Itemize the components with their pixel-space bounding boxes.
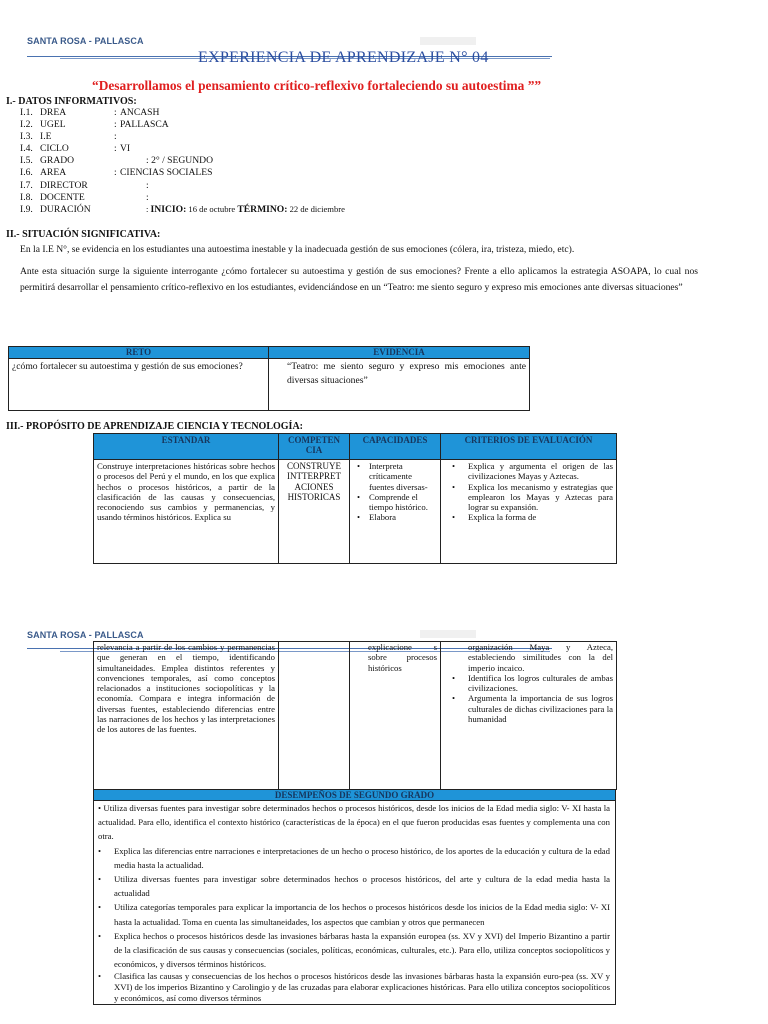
desempeno-item [98,971,610,1004]
desempeno-item [98,872,610,900]
datos-row-number: I.2. [20,119,33,130]
inicio-value: 16 de octubre [186,204,238,214]
reto-header: RETO [9,347,269,359]
datos-row-number: I.7. [20,180,33,191]
capacidad-item: • Elabora [353,512,437,522]
datos-row-colon: : [114,119,117,130]
capacidades-header: CAPACIDADES [350,434,441,460]
competencia-header: COMPETEN CIA [279,434,350,460]
estandar-cell-continued: relevancia a partir de los cambios y permanencias que generan en el tiempo, identificando simultaneidades. Emplea distintos referentes y convenciones temporales, así como conceptos relacionados a instituciones sociopolíticas y la economía. Compara e integra información de diversas fuentes, estableciendo diferencias entre las narraciones de los hechos y las interpretaciones de los autores de las fuentes. [94,642,279,790]
datos-row-colon: : [114,143,117,154]
competencia-cell-continued [279,642,350,790]
datos-row-label: AREA [40,167,67,178]
bullet: • [98,902,102,913]
datos-row-number: I.1. [20,107,33,118]
datos-row-value: : 2° / SEGUNDO [146,155,213,166]
estandar-cell [94,460,279,564]
datos-row-value: : [146,192,149,203]
section-situacion-heading: II.- SITUACIÓN SIGNIFICATIVA: [6,229,161,240]
desempenos-list [98,844,610,1005]
capacidades-cell [350,460,441,564]
datos-row-value: CIENCIAS SOCIALES [120,167,213,178]
datos-row-label: I.E [40,131,52,142]
datos-row-value: VI [120,143,131,154]
estandar-text: Construye interpretaciones históricas sobre hechos o procesos del Perú y el mundo, en los que explica hechos o procesos históricos, a partir de la clasificación de las causas y consecuencias, reconociendo sus cambios y permanencias, y usando términos históricos. Explica su [97,461,275,523]
desempenos-table [93,789,616,1005]
desempeno-item [98,929,610,972]
criterio-item: • Explica la forma de [444,512,613,522]
datos-row-value [146,204,345,215]
capacidad-item: • Comprende el tiempo histórico. [353,492,437,513]
desempeno-item [98,844,610,872]
datos-row-label: DIRECTOR [40,180,88,191]
school-name: SANTA ROSA - PALLASCA [27,36,144,46]
duracion-prefix: : [146,204,151,214]
termino-label: TÉRMINO: [237,204,288,215]
datos-row-label: UGEL [40,119,66,130]
criterios-cell-continued [441,642,617,790]
datos-row-label: DOCENTE [40,192,85,203]
school-name-2: SANTA ROSA - PALLASCA [27,630,144,640]
capacidades-list [353,461,437,523]
section-proposito-heading: III.- PROPÓSITO DE APRENDIZAJE CIENCIA Y TECNOLOGÍA: [6,421,303,432]
criterios-continued-lead: organización Maya y Azteca, estableciendo similitudes con la del imperio incaico. [468,642,613,673]
datos-row-colon: : [114,167,117,178]
criterios-header: CRITERIOS DE EVALUACIÓN [441,434,617,460]
datos-row-value: : [146,180,149,191]
criterios-cell [441,460,617,564]
criterios-list-continued [444,673,613,724]
bullet: • [98,971,102,982]
evidencia-header: EVIDENCIA [269,347,530,359]
document-title: EXPERIENCIA DE APRENDIZAJE N° 04 [198,49,489,66]
capacidades-cell-continued: explicacione s sobre procesos históricos [350,642,441,790]
datos-row-number: I.6. [20,167,33,178]
criterio-item: • Explica los mecanismo y estrategias que emplearon los Mayas y Aztecas para lograr su expansión. [444,482,613,513]
header-tab-2 [420,630,476,638]
desempeno-text: Utiliza diversas fuentes para investigar sobre determinados hechos o procesos históricos, del arte y cultura de la edad media hasta la actualidad [114,874,610,899]
bullet: • [98,874,102,885]
bullet: • [98,930,102,941]
desempeno-text: Explica las diferencias entre narraciones e interpretaciones de un hecho o proceso histórico, de los aportes de la educación y cultura de la edad media hasta la actualidad. [114,845,610,870]
datos-row-number: I.4. [20,143,33,154]
reto-evidencia-table [8,346,530,411]
datos-row-number: I.3. [20,131,33,142]
datos-row-colon: : [114,131,117,142]
desempeno-text: Utiliza categorías temporales para explicar la importancia de los hechos o procesos históricos desde los inicios de la Edad media siglo: V- XI hasta la actualidad. Toma en cuenta las simultaneidades, los aspectos que cambian y otros que permanecen [114,902,610,927]
desempenos-cell [94,801,616,1005]
proposito-table [93,433,617,564]
criterio-item: • Argumenta la importancia de sus logros culturales de dichas civilizaciones para la humanidad [444,693,613,724]
section-datos-heading: I.- DATOS INFORMATIVOS: [6,96,137,107]
termino-value: 22 de diciembre [287,204,345,214]
proposito-table-continued [93,641,617,790]
desempeno-item [98,900,610,928]
inicio-label: INICIO: [150,204,187,215]
datos-row-label: CICLO [40,143,69,154]
desempeno-item: • Utiliza diversas fuentes para investigar sobre determinados hechos o procesos históricos, desde los inicios de la Edad media siglo: V- XI hasta la actualidad. Para ello, identifica el contexto histórico (características de la época) en el que fueron producidas esas fuentes y complementa una con otra. [98,803,610,842]
desempeno-text: Explica hechos o procesos históricos desde las invasiones bárbaras hasta la expansión europea (ss. XV y XVI) del Imperio Bizantino a partir de la clasificación de sus causas y consecuencias (sociales, políticas, económicas, culturales, etc.). Para ello, utiliza conceptos sociopolíticos y económicos, y diversos términos históricos. [114,930,610,970]
desempeno-text: Clasifica las causas y consecuencias de los hechos o procesos históricos desde las invasiones bárbaras hasta la expansión euro-pea (ss. XV y XVI) de los imperios Bizantino y Carolingio y de las cruzadas para elaborar explicaciones históricas. Para ello utiliza conceptos sociopolíticos y económicos, así como diversos términos [114,971,610,1004]
datos-row-value: ANCASH [120,107,160,118]
datos-row-colon: : [114,107,117,118]
reto-cell: ¿cómo fortalecer su autoestima y gestión de sus emociones? [9,359,269,411]
criterio-item: • Explica y argumenta el origen de las civilizaciones Mayas y Aztecas. [444,461,613,482]
situacion-paragraph-2: Ante esta situación surge la siguiente interrogante ¿cómo fortalecer su autoestima y gestión de sus emociones? Frente a ello aplicamos la estrategia ASOAPA, lo cual nos permitirá desarrollar el pensamiento crítico-reflexivo en los estudiantes, evidenciándose en un “Teatro: me siento seguro y expreso mis emociones ante diversas situaciones” [20,266,698,293]
datos-row-label: DREA [40,107,67,118]
evidencia-cell: “Teatro: me siento seguro y expreso mis emociones ante diversas situaciones” [269,359,530,411]
criterios-list [444,461,613,562]
datos-row-number: I.8. [20,192,33,203]
capacidad-item: • Interpreta críticamente fuentes diversas- [353,461,437,492]
estandar-header: ESTANDAR [94,434,279,460]
desempenos-header: DESEMPEÑOS DE SEGUNDO GRADO [94,790,616,801]
datos-row-number: I.9. [20,204,33,215]
criterio-item: • Identifica los logros culturales de ambas civilizaciones. [444,673,613,694]
datos-row-number: I.5. [20,155,33,166]
datos-row-label: GRADO [40,155,75,166]
competencia-cell: CONSTRUYE INTTERPRET ACIONES HISTORICAS [279,460,350,564]
bullet: • [98,845,102,856]
situacion-paragraph-1: En la I.E N°, se evidencia en los estudiantes una autoestima inestable y la inadecuada gestión de sus emociones (cólera, ira, tristeza, miedo, etc). [20,244,575,255]
datos-row-label: DURACIÓN [40,204,91,215]
datos-row-value: PALLASCA [120,119,169,130]
document-subtitle: “Desarrollamos el pensamiento crítico-reflexivo fortaleciendo su autoestima ”” [92,78,542,93]
